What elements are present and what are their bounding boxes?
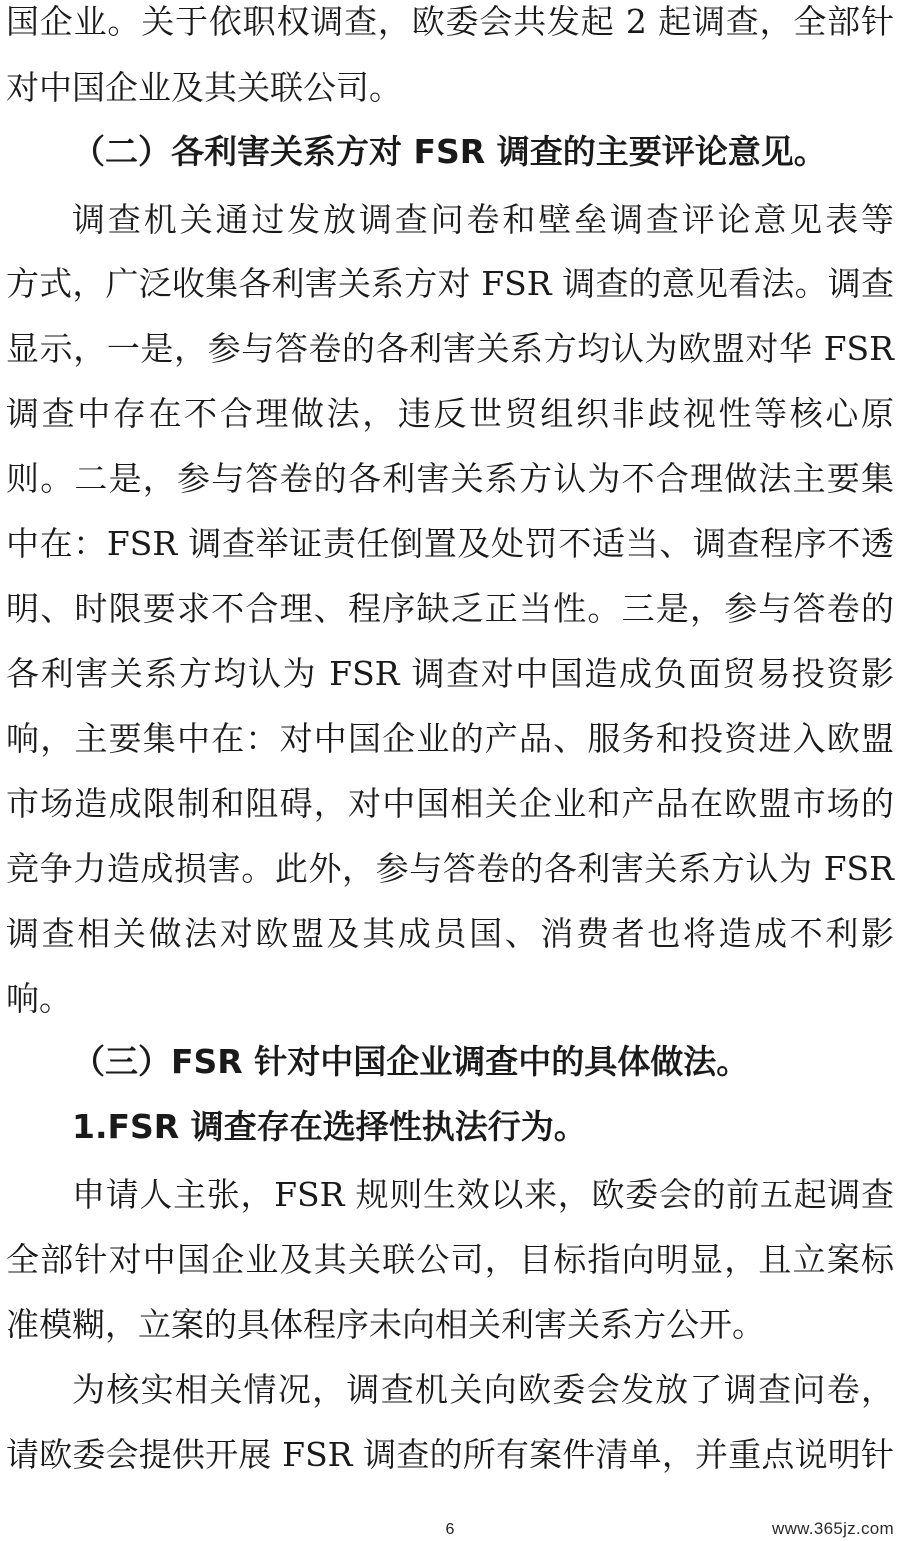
paragraph-line: 全部针对中国企业及其关联公司，目标指向明显，且立案标 xyxy=(6,1240,894,1279)
paragraph-line: 各利害关系方均认为 FSR 调查对中国造成负面贸易投资影 xyxy=(6,654,894,693)
page-number: 6 xyxy=(445,1521,455,1538)
paragraph-line: 响。 xyxy=(6,979,72,1018)
paragraph-line: 响，主要集中在：对中国企业的产品、服务和投资进入欧盟 xyxy=(6,719,894,758)
paragraph-line: 市场造成限制和阻碍，对中国相关企业和产品在欧盟市场的 xyxy=(6,784,894,823)
subsection-heading: 1.FSR 调查存在选择性执法行为。 xyxy=(72,1107,587,1146)
paragraph-line: 请欧委会提供开展 FSR 调查的所有案件清单，并重点说明针 xyxy=(6,1435,894,1474)
paragraph-line: 申请人主张，FSR 规则生效以来，欧委会的前五起调查 xyxy=(72,1175,894,1214)
paragraph-line: 准模糊，立案的具体程序未向相关利害关系方公开。 xyxy=(6,1305,765,1344)
site-watermark: www.365jz.com xyxy=(772,1519,894,1538)
paragraph-line: 中在：FSR 调查举证责任倒置及处罚不适当、调查程序不透 xyxy=(6,524,894,563)
paragraph-line: 竞争力造成损害。此外，参与答卷的各利害关系方认为 FSR xyxy=(6,849,894,888)
paragraph-line: 调查中存在不合理做法，违反世贸组织非歧视性等核心原 xyxy=(6,394,894,433)
paragraph-line: 显示，一是，参与答卷的各利害关系方均认为欧盟对华 FSR xyxy=(6,329,894,368)
paragraph-line: 调查机关通过发放调查问卷和壁垒调查评论意见表等 xyxy=(72,200,894,239)
paragraph-line: 方式，广泛收集各利害关系方对 FSR 调查的意见看法。调查 xyxy=(6,264,894,303)
paragraph-line: 调查相关做法对欧盟及其成员国、消费者也将造成不利影 xyxy=(6,914,894,953)
paragraph-line: 国企业。关于依职权调查，欧委会共发起 2 起调查，全部针 xyxy=(6,2,894,41)
paragraph-line: 则。二是，参与答卷的各利害关系方认为不合理做法主要集 xyxy=(6,459,894,498)
paragraph-line: 为核实相关情况，调查机关向欧委会发放了调查问卷， xyxy=(72,1370,894,1409)
section-heading: （三）FSR 针对中国企业调查中的具体做法。 xyxy=(72,1042,750,1081)
paragraph-line: 对中国企业及其关联公司。 xyxy=(6,68,402,107)
section-heading: （二）各利害关系方对 FSR 调查的主要评论意见。 xyxy=(72,132,827,171)
paragraph-line: 明、时限要求不合理、程序缺乏正当性。三是，参与答卷的 xyxy=(6,589,894,628)
